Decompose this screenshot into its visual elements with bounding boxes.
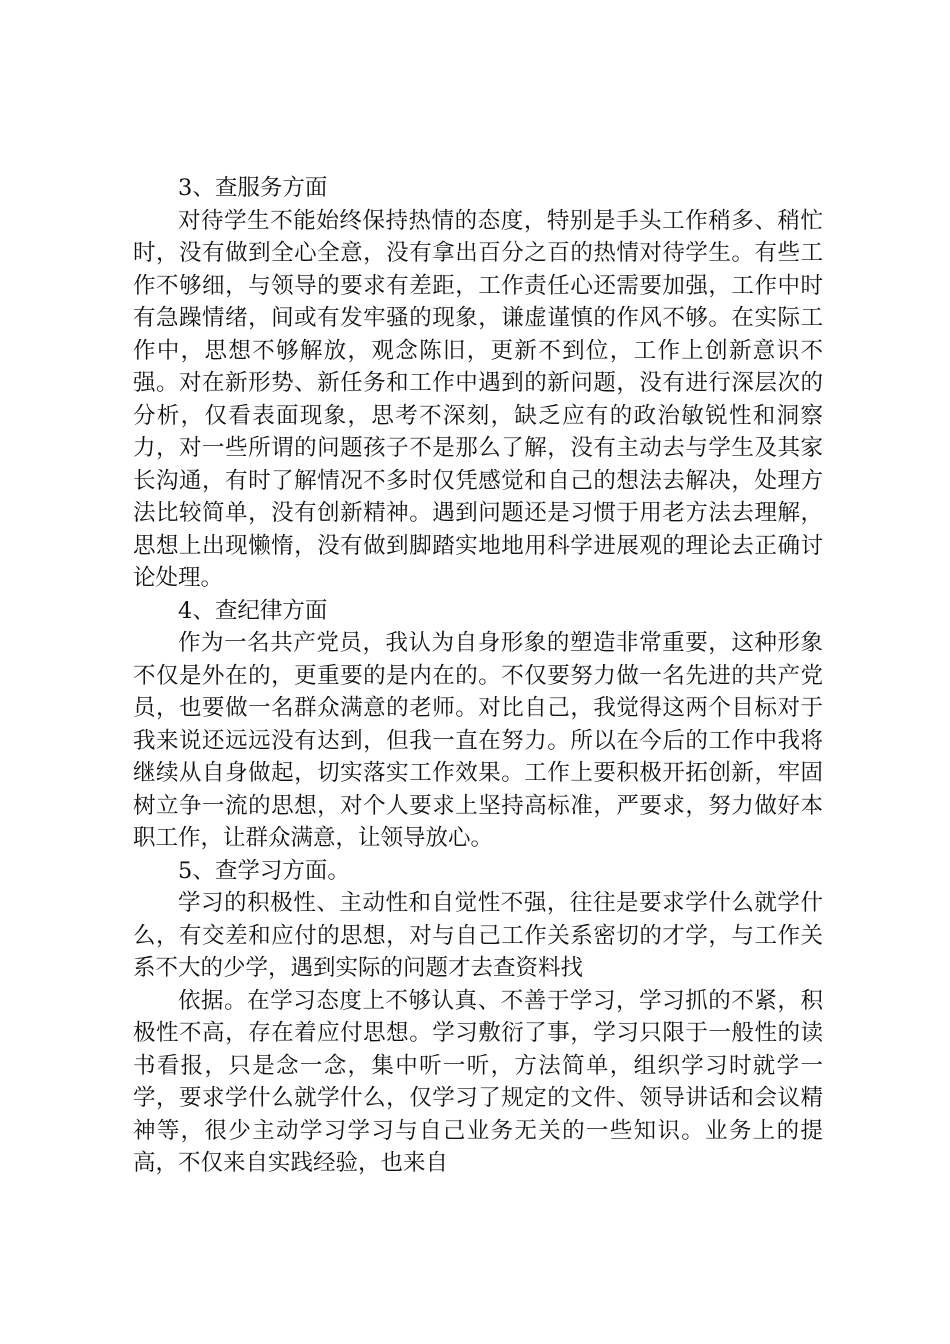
section-heading-study: 5、查学习方面。	[178, 857, 350, 884]
section-heading-discipline: 4、查纪律方面	[178, 597, 328, 624]
paragraph-study-part1: 学习的积极性、主动性和自觉性不强，往往是要求学什么就学什么，有交差和应付的思想，对与自己工作关系密切的才学，与工作关系不大的少学，遇到实际的问题才去查资料找	[133, 890, 823, 981]
paragraph-discipline: 作为一名共产党员，我认为自身形象的塑造非常重要，这种形象不仅是外在的，更重要的是内在的。不仅要努力做一名先进的共产党员，也要做一名群众满意的老师。对比自己，我觉得这两个目标对于我来说还远远没有达到，但我一直在努力。所以在今后的工作中我将继续从自身做起，切实落实工作效果。工作上要积极开拓创新，牢固树立争一流的思想，对个人要求上坚持高标准，严要求，努力做好本职工作，让群众满意，让领导放心。	[133, 630, 823, 851]
document-body	[133, 172, 823, 1180]
paragraph-service: 对待学生不能始终保持热情的态度，特别是手头工作稍多、稍忙时，没有做到全心全意，没有拿出百分之百的热情对待学生。有些工作不够细，与领导的要求有差距，工作责任心还需要加强，工作中时有急躁情绪，间或有发牢骚的现象，谦虚谨慎的作风不够。在实际工作中，思想不够解放，观念陈旧，更新不到位，工作上创新意识不强。对在新形势、新任务和工作中遇到的新问题，没有进行深层次的分析，仅看表面现象，思考不深刻，缺乏应有的政治敏锐性和洞察力，对一些所谓的问题孩子不是那么了解，没有主动去与学生及其家长沟通，有时了解情况不多时仅凭感觉和自己的想法去解决，处理方法比较简单，没有创新精神。遇到问题还是习惯于用老方法去理解，思想上出现懒惰，没有做到脚踏实地地用科学进展观的理论去正确讨论处理。	[133, 207, 823, 591]
paragraph-study-part2: 依据。在学习态度上不够认真、不善于学习，学习抓的不紧，积极性不高，存在着应付思想。学习敷衍了事，学习只限于一般性的读书看报，只是念一念，集中听一听，方法简单，组织学习时就学一学，要求学什么就学什么，仅学习了规定的文件、领导讲话和会议精神等，很少主动学习学习与自己业务无关的一些知识。业务上的提高，不仅来自实践经验，也来自	[133, 987, 823, 1176]
section-heading-service: 3、查服务方面	[178, 175, 328, 201]
